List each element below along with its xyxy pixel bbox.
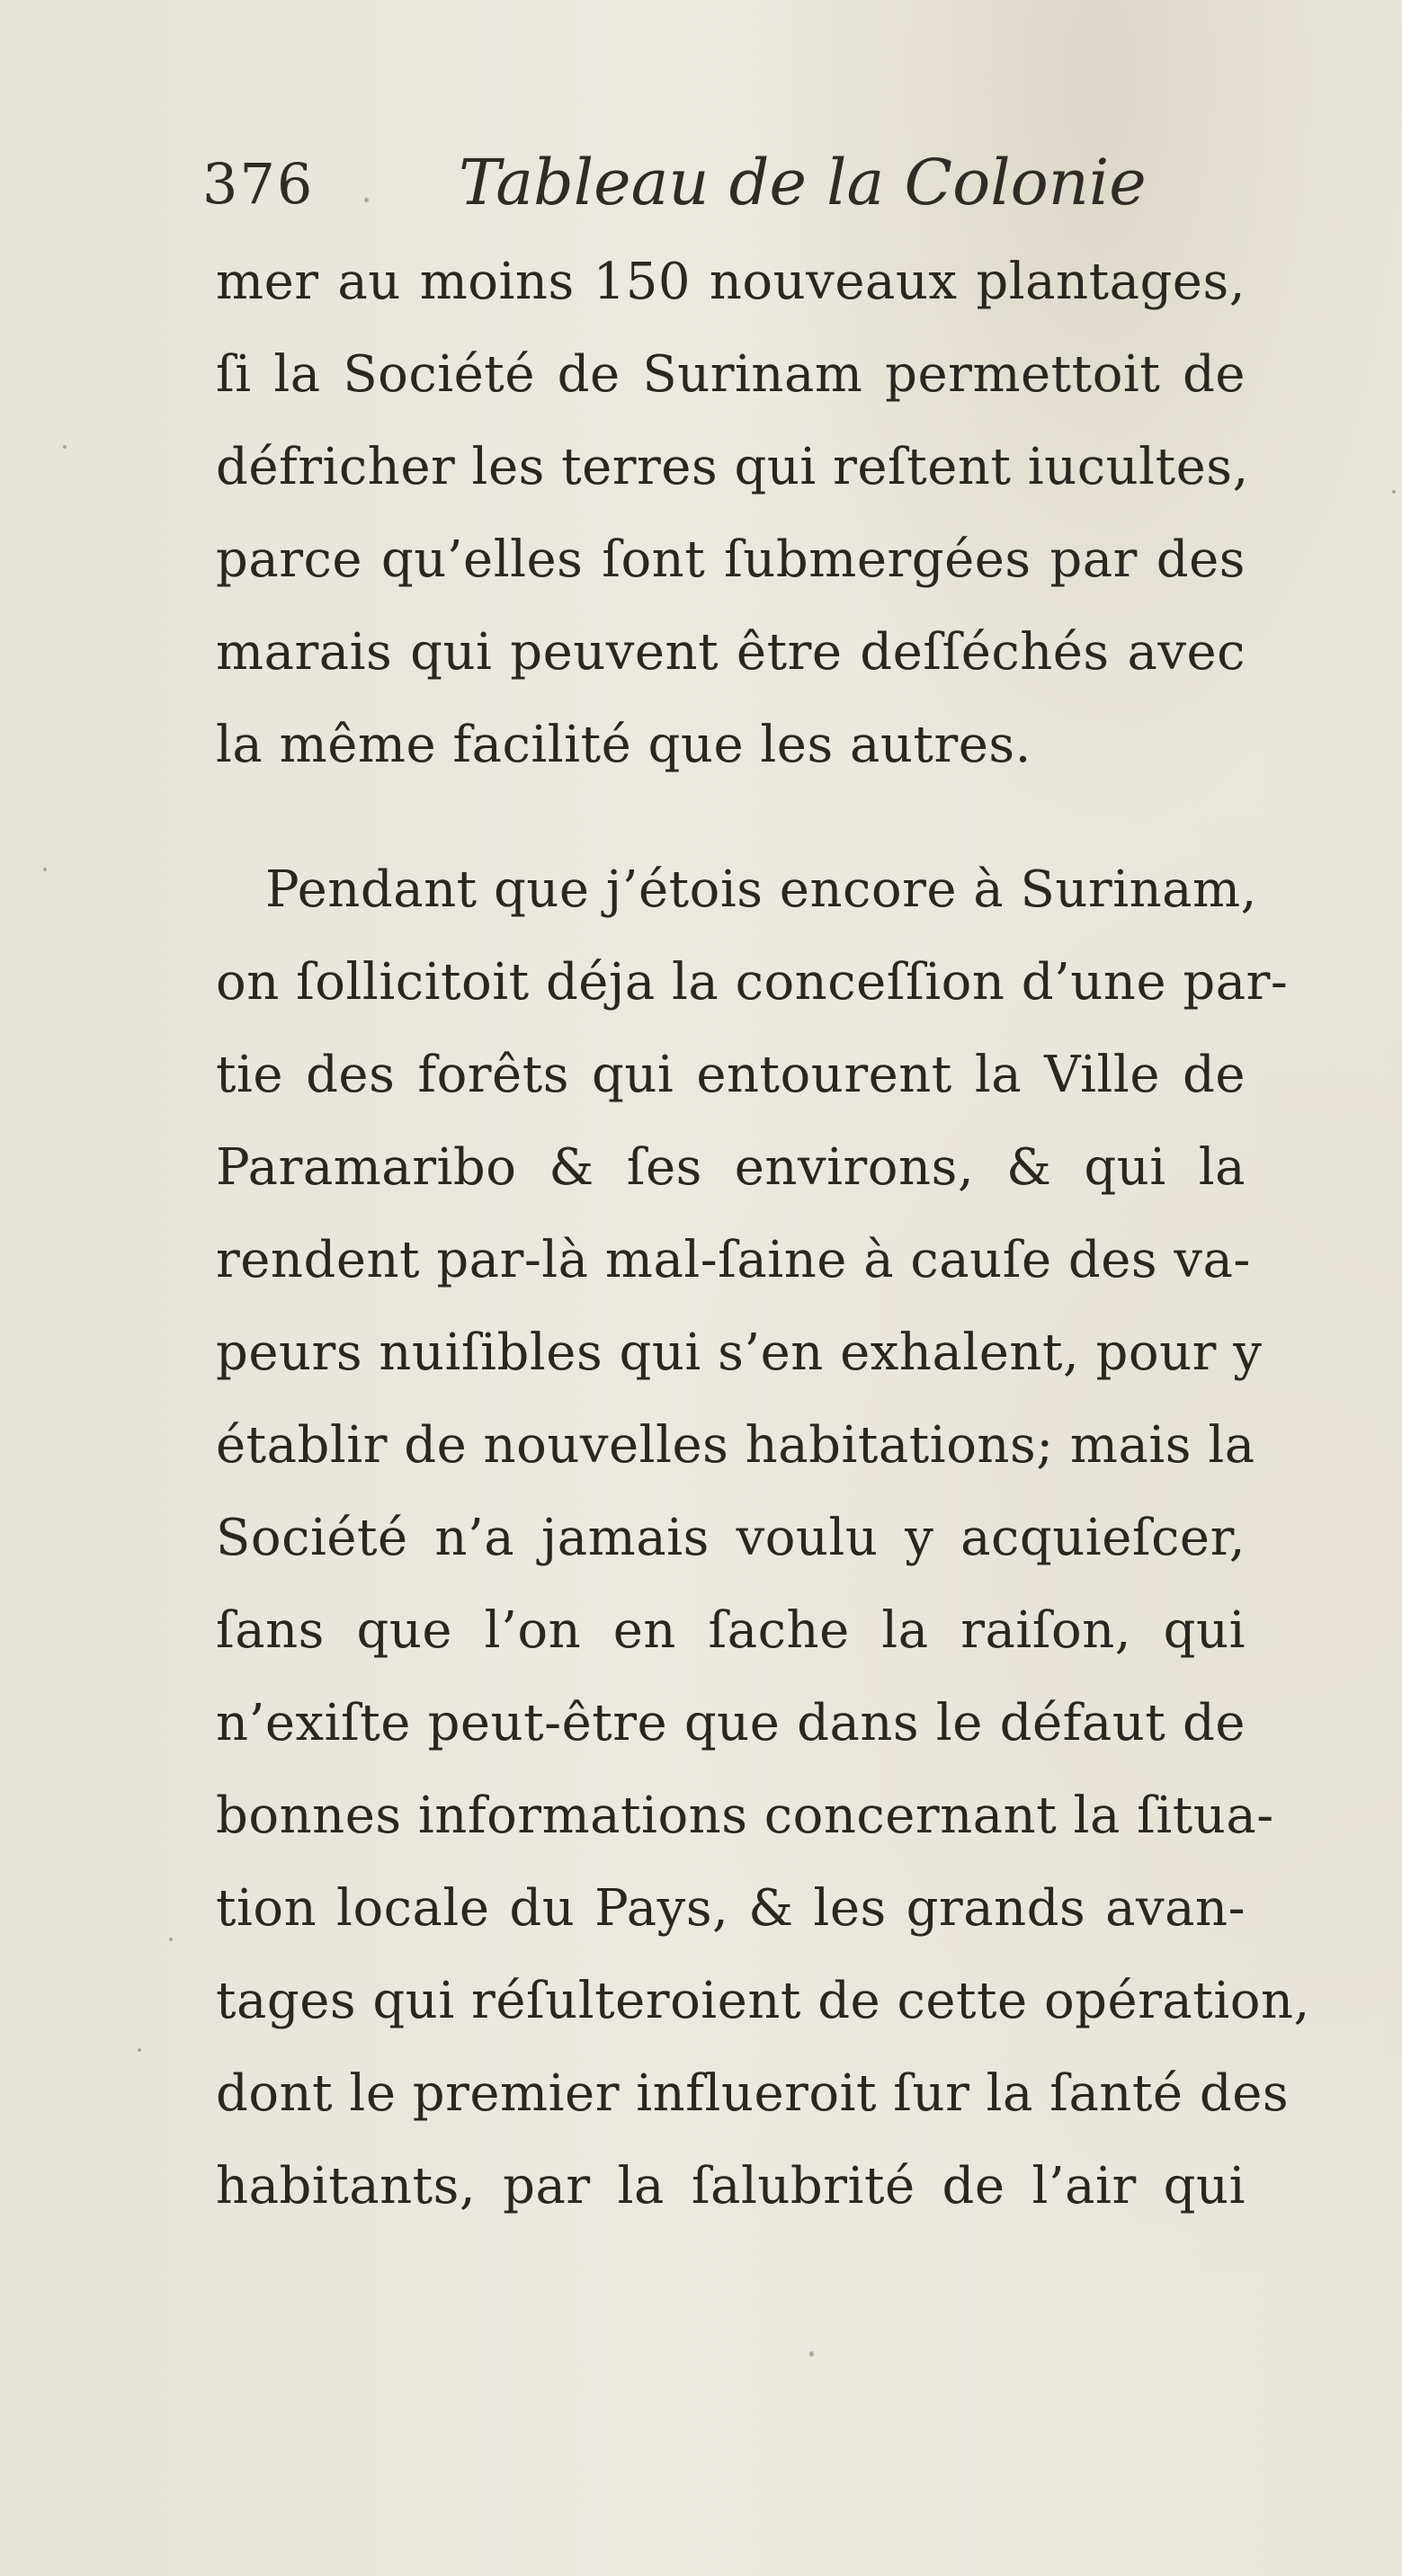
text-line: ſi la Société de Surinam permettoit de	[216, 345, 1246, 404]
paper-speck	[43, 868, 47, 871]
text-line: peurs nuiſibles qui s’en exhalent, pour y	[216, 1324, 1263, 1382]
text-line: tion locale du Pays, & les grands avan-	[216, 1879, 1246, 1938]
text-line: Pendant que j’étois encore à Surinam,	[265, 860, 1257, 919]
text-line: Société n’a jamais voulu y acquieſcer,	[216, 1509, 1246, 1567]
text-line: n’exiſte peut-être que dans le défaut de	[216, 1694, 1246, 1752]
paper-speck	[63, 445, 67, 449]
paragraph-1	[216, 236, 1249, 791]
running-title: Tableau de la Colonie	[459, 146, 1147, 219]
text-line: tages qui réſulteroient de cette opération,	[216, 1972, 1310, 2030]
text-line: établir de nouvelles habitations; mais la	[216, 1416, 1255, 1475]
paper-speck	[364, 198, 369, 202]
paper-speck	[1392, 490, 1396, 494]
paper-speck	[169, 1938, 173, 1941]
page-header	[0, 146, 1402, 246]
paper-speck	[138, 2048, 141, 2052]
text-line: ſans que l’on en ſache la raiſon, qui	[216, 1601, 1246, 1660]
text-line: tie des forêts qui entourent la Ville de	[216, 1046, 1246, 1104]
text-line: rendent par-là mal-ſaine à cauſe des va-	[216, 1231, 1251, 1289]
text-line: la même facilité que les autres.	[216, 716, 1031, 774]
page-number: 376	[202, 151, 315, 217]
text-line: bonnes informations concernant la ſitua-	[216, 1787, 1274, 1845]
text-line: habitants, par la ſalubrité de l’air qui	[216, 2157, 1246, 2215]
paper-speck	[809, 2351, 814, 2357]
text-line: Paramaribo & ſes environs, & qui la	[216, 1138, 1246, 1197]
text-line: marais qui peuvent être deſſéchés avec	[216, 623, 1246, 682]
text-line: défricher les terres qui reſtent iucultes,	[216, 438, 1249, 496]
text-line: mer au moins 150 nouveaux plantages,	[216, 253, 1246, 311]
paragraph-2	[216, 843, 1310, 2233]
text-line: parce qu’elles ſont ſubmergées par des	[216, 530, 1246, 589]
text-line: on ſollicitoit déja la conceſſion d’une par-	[216, 953, 1289, 1012]
text-line: dont le premier influeroit ſur la ſanté des	[216, 2064, 1290, 2123]
